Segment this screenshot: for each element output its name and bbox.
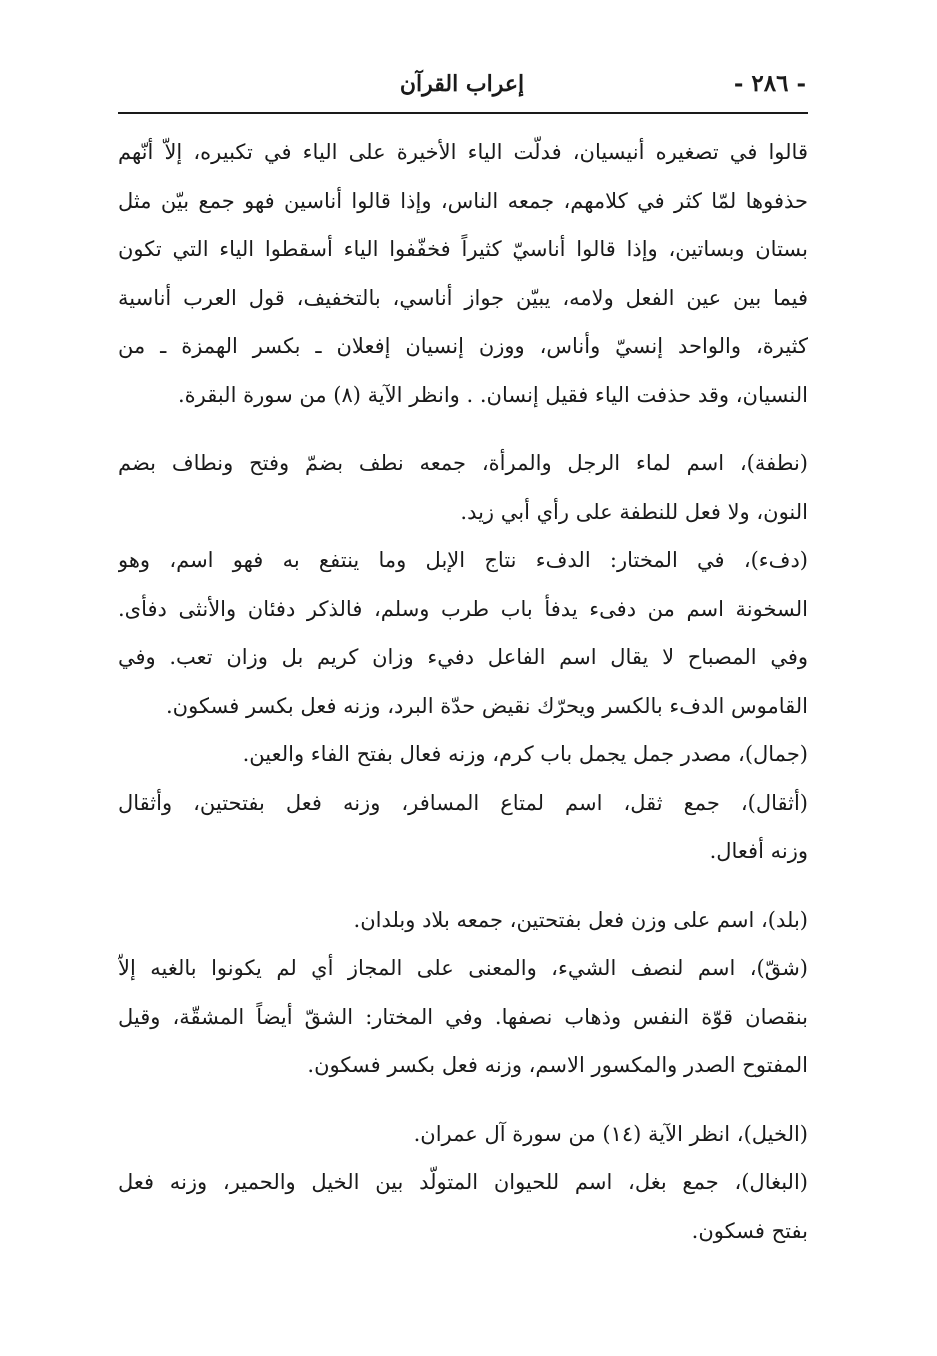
text-line: (الخيل)، انظر الآية (١٤) من سورة آل عمران. [413,1121,808,1146]
text-line: فيما بين عين الفعل ولامه، يبيّن جواز أناسي، بالتخفيف، قول العرب أناسية [118,285,808,310]
text-line: (جمال)، مصدر جمل يجمل باب كرم، وزنه فعال بفتح الفاء والعين. [242,742,808,766]
text-line: كثيرة، والواحد إنسيّ وأناس، ووزن إنسيان إفعلان ـ بكسر الهمزة ـ من [118,334,808,358]
text-line: النسيان، وقد حذفت الياء فقيل إنسان. . وانظر الآية (٨) من سورة البقرة. [177,382,808,407]
text-line: بنقصان قوّة النفس وذهاب نصفها. وفي المختار: الشقّ أيضاً المشقّة، وقيل [118,1004,808,1029]
text-line: النون، ولا فعل للنطفة على رأي أبي زيد. [460,499,808,524]
text-line: وزنه أفعال. [709,839,808,863]
section-gap [118,1090,808,1110]
paragraph-dif [118,536,808,730]
section-gap [118,876,808,896]
page-header [118,66,806,106]
text-line: (البغال)، جمع بغل، اسم للحيوان المتولّد بين الخيل والحمير، وزنه فعل [118,1170,808,1194]
text-line: القاموس الدفء بالكسر ويحرّك نقيض حدّة البرد، وزنه فعل بكسر فسكون. [166,693,808,718]
text-line: بفتح فسكون. [691,1218,808,1243]
text-line: (شقّ)، اسم لنصف الشيء، والمعنى على المجاز أي لم يكونوا بالغيه إلاّ [118,956,808,980]
page-body [118,128,808,1255]
text-line: (نطفة)، اسم لماء الرجل والمرأة، جمعه نطف بضمّ وفتح ونطاف بضم [118,451,808,475]
text-line: وفي المصباح لا يقال اسم الفاعل دفيء وزان كريم بل وزان تعب. وفي [118,645,808,669]
text-line: المفتوح الصدر والمكسور الاسم، وزنه فعل بكسر فسكون. [307,1053,808,1077]
text-line: حذفوها لمّا كثر في كلامهم، جمعه الناس، وإذا قالوا أناسين فهو جمع بيّن مثل [118,188,808,213]
paragraph-jamal [118,730,808,779]
paragraph-shiqq [118,944,808,1090]
paragraph-nutfa [118,439,808,536]
book-title: إعراب القرآن [399,71,525,97]
text-line: السخونة اسم من دفىء يدفأ باب طرب وسلم، فالذكر دفئان والأنثى دفأى. [118,596,808,621]
text-line: قالوا في تصغيره أنيسيان، فدلّت الياء الأخيرة على الياء في تكبيره، إلاّ أنّهم [118,140,808,164]
paragraph-athqal [118,779,808,876]
paragraph-bighal [118,1158,808,1255]
text-line: بستان وبساتين، وإذا قالوا أناسيّ كثيراً فخفّفوا الياء أسقطوا الياء التي تكون [118,237,808,261]
paragraph-khayl [118,1110,808,1159]
section-gap [118,419,808,439]
text-line: (دفء)، في المختار: الدفء نتاج الإبل وما ينتفع به فهو اسم، وهو [118,548,808,572]
header-divider [118,112,808,114]
paragraph-balad [118,896,808,945]
text-line: (بلد)، اسم على وزن فعل بفتحتين، جمعه بلاد وبلدان. [353,907,808,932]
text-line: (أثقال)، جمع ثقل، اسم لمتاع المسافر، وزنه فعل بفتحتين، وأثقال [118,790,808,815]
paragraph-insan [118,128,808,419]
page-number: - ٢٨٦ - [733,70,806,97]
